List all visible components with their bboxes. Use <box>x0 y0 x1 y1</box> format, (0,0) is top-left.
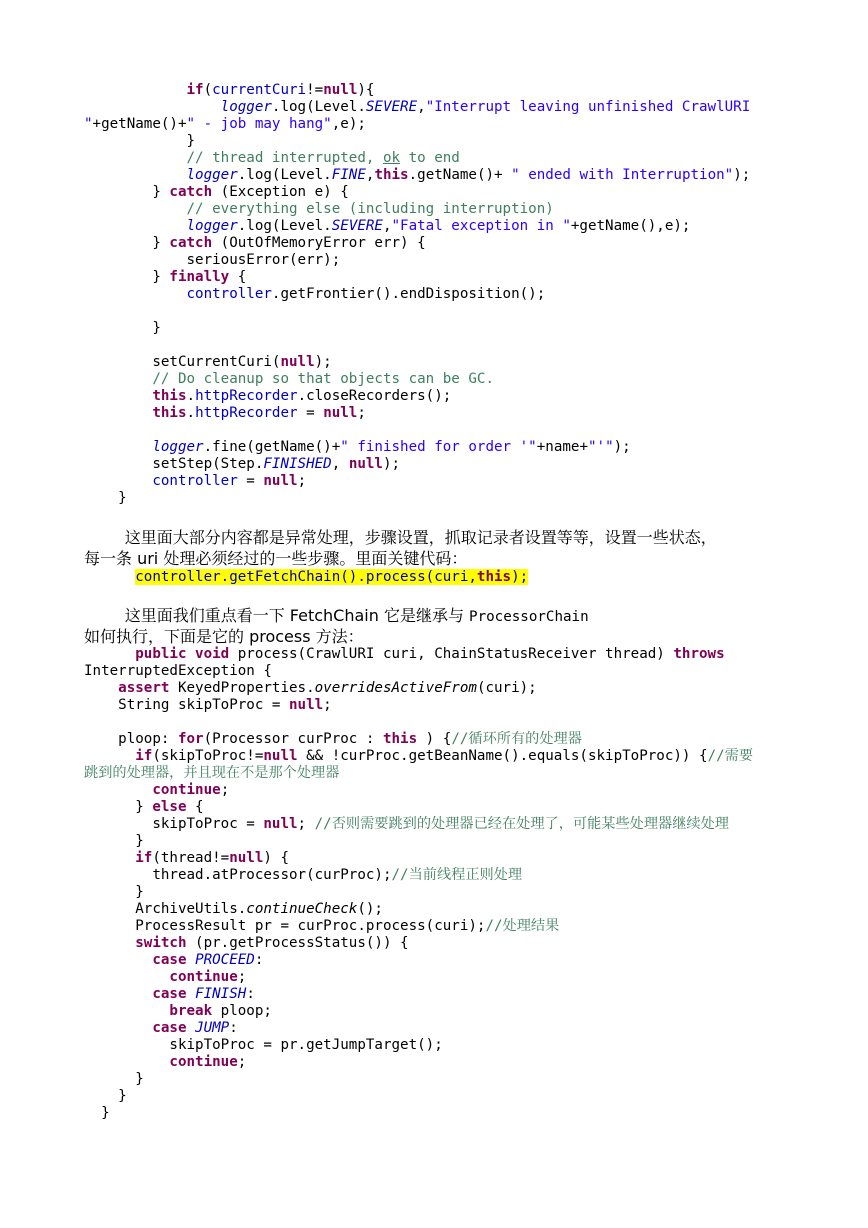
code-token: continue <box>169 1054 238 1070</box>
code-token <box>84 201 187 217</box>
code-line <box>84 697 753 714</box>
code-line <box>84 218 750 235</box>
code-token <box>84 986 152 1002</box>
code-token: } <box>84 269 170 285</box>
code-token: this <box>476 569 512 585</box>
code-token <box>84 150 187 166</box>
code-token: { <box>229 269 247 285</box>
code-token: , <box>382 218 392 234</box>
code-token: null <box>323 82 358 98</box>
code-token <box>84 952 152 968</box>
code-token: , <box>331 456 349 472</box>
code-line <box>84 935 753 952</box>
code-line <box>84 150 750 167</box>
code-token: //否则需要跳到的处理器已经在处理了，可能某些处理器继续处理 <box>314 816 729 832</box>
code-token: seriousError(err); <box>84 252 341 268</box>
code-line <box>84 816 753 833</box>
code-line <box>84 731 753 748</box>
code-token: catch <box>169 184 213 200</box>
code-token: currentCuri <box>212 82 307 98</box>
code-token: } <box>84 884 144 900</box>
code-token: else <box>152 799 187 815</box>
code-token: ){ <box>357 82 375 98</box>
code-token: ArchiveUtils. <box>84 901 247 917</box>
code-token: : <box>246 986 255 1002</box>
code-token: .log(Level. <box>237 167 332 183</box>
code-line <box>84 201 750 218</box>
code-token: for <box>177 731 204 747</box>
code-token: logger <box>186 167 238 183</box>
code-token: ; <box>357 405 366 421</box>
code-line <box>84 799 753 816</box>
code-token: logger <box>186 218 238 234</box>
code-line <box>84 748 753 765</box>
code-token: logger <box>152 439 204 455</box>
code-token: //当前线程正则处理 <box>391 867 523 883</box>
key-code-highlight <box>135 569 528 585</box>
code-line <box>84 867 753 884</box>
code-line <box>84 782 753 799</box>
code-token: , <box>365 167 375 183</box>
code-line <box>84 320 750 337</box>
code-token: ProcessResult pr = curProc.process(curi); <box>84 918 486 934</box>
code-token: .closeRecorders(); <box>297 388 452 404</box>
code-token <box>84 680 118 696</box>
code-block-process-method <box>84 646 753 1122</box>
code-token: 跳到的处理器，并且现在不是那个处理器 <box>84 765 340 781</box>
code-token: +getName(),e); <box>570 218 691 234</box>
code-token: } <box>84 235 170 251</box>
code-token: (skipToProc!= <box>152 748 264 764</box>
code-token <box>84 748 135 764</box>
paragraph-1-line-1: 这里面大部分内容都是异常处理，步骤设置，抓取记录者设置等等，设置一些状态， <box>84 528 717 547</box>
code-token: "'" <box>587 439 614 455</box>
code-token: } <box>84 133 196 149</box>
code-token: ; <box>220 782 230 798</box>
code-token: case <box>152 1020 187 1036</box>
code-token: SEVERE <box>331 218 383 234</box>
code-line <box>84 269 750 286</box>
code-line <box>84 952 753 969</box>
code-token: ,e); <box>331 116 366 132</box>
code-block-run-loop <box>84 82 750 507</box>
code-token: InterruptedException { <box>84 663 272 679</box>
code-token: (pr.getProcessStatus()) { <box>186 935 409 951</box>
code-line <box>84 714 753 731</box>
code-token: } <box>84 184 170 200</box>
code-token: KeyedProperties. <box>169 680 315 696</box>
code-token <box>84 371 152 387</box>
code-line <box>84 286 750 303</box>
code-token: } <box>84 799 153 815</box>
code-token: assert <box>118 680 170 696</box>
code-token: . <box>186 405 196 421</box>
code-token: catch <box>169 235 213 251</box>
code-line <box>84 473 750 490</box>
code-token: controller.getFetchChain().process(curi, <box>135 569 477 585</box>
code-token: ); <box>382 456 401 472</box>
code-token: null <box>263 816 298 832</box>
code-token <box>84 1003 169 1019</box>
code-line <box>84 918 753 935</box>
code-line <box>84 388 750 405</box>
paragraph-2-text: 这里面我们重点看一下 FetchChain 它是继承与 <box>84 606 470 625</box>
code-token <box>84 99 221 115</box>
code-line <box>84 99 750 116</box>
code-token: break <box>169 1003 213 1019</box>
code-token: skipToProc = <box>84 816 264 832</box>
code-line <box>84 1071 753 1088</box>
code-token: ok <box>382 150 401 166</box>
code-token: ); <box>314 354 332 370</box>
code-token: ); <box>511 569 529 585</box>
code-token: if <box>186 82 204 98</box>
code-line <box>84 82 750 99</box>
code-token: thread.atProcessor(curProc); <box>84 867 392 883</box>
code-token: "Interrupt leaving unfinished CrawlURI <box>425 99 751 115</box>
paragraph-2-line-1 <box>84 605 589 628</box>
code-token: null <box>263 473 298 489</box>
code-token <box>84 1054 169 1070</box>
code-token <box>84 388 152 404</box>
code-line <box>84 456 750 473</box>
code-token: throws <box>673 646 725 662</box>
code-token: .log(Level. <box>271 99 366 115</box>
code-line <box>84 901 753 918</box>
code-token: : <box>229 1020 238 1036</box>
code-line <box>84 646 753 663</box>
key-code-line <box>84 569 528 586</box>
code-token <box>84 82 187 98</box>
code-token: .log(Level. <box>237 218 332 234</box>
processor-chain-term: ProcessorChain <box>469 609 589 625</box>
code-token: logger <box>220 99 272 115</box>
code-token <box>84 439 152 455</box>
code-token: != <box>306 82 324 98</box>
code-token: null <box>323 405 358 421</box>
code-token <box>187 1020 196 1036</box>
code-token: this <box>152 405 187 421</box>
code-token: ); <box>733 167 751 183</box>
code-token: " finished for order '" <box>340 439 537 455</box>
code-line <box>84 1020 753 1037</box>
code-token: void <box>195 646 230 662</box>
code-token: "Fatal exception in " <box>391 218 571 234</box>
code-token: .getName()+ <box>408 167 512 183</box>
code-token: finally <box>169 269 230 285</box>
code-token: overridesActiveFrom <box>314 680 477 696</box>
paragraph-1-line-2: 每一条 uri 处理必须经过的一些步骤。里面关键代码： <box>84 549 468 568</box>
code-token: // everything else (including interruption) <box>186 201 554 217</box>
code-token: && !curProc.getBeanName().equals(skipToProc)) { <box>297 748 708 764</box>
code-token: " - job may hang" <box>186 116 332 132</box>
code-token: ) { <box>417 731 452 747</box>
code-token <box>84 405 152 421</box>
code-token: . <box>186 388 196 404</box>
code-line <box>84 422 750 439</box>
code-token: .fine(getName()+ <box>203 439 341 455</box>
code-token: (curi); <box>476 680 537 696</box>
code-token: if <box>135 748 153 764</box>
code-token: // thread interrupted, <box>186 150 383 166</box>
code-token: case <box>152 986 187 1002</box>
code-line <box>84 1054 753 1071</box>
code-token: ( <box>203 82 213 98</box>
code-line <box>84 252 750 269</box>
code-token: ; <box>297 816 315 832</box>
code-token: } <box>84 1071 144 1087</box>
code-token: controller <box>186 286 272 302</box>
code-token <box>84 286 187 302</box>
code-token: : <box>254 952 264 968</box>
code-line <box>84 969 753 986</box>
code-token: PROCEED <box>195 952 255 968</box>
code-token: to end <box>400 150 460 166</box>
code-line <box>84 1037 753 1054</box>
code-line <box>84 1088 753 1105</box>
code-token: null <box>229 850 264 866</box>
code-token: } <box>84 1088 127 1104</box>
code-token: = <box>297 405 324 421</box>
code-token: ; <box>237 969 247 985</box>
code-line <box>84 439 750 456</box>
code-token <box>84 646 135 662</box>
code-line <box>84 184 750 201</box>
code-line <box>84 765 753 782</box>
code-token: (Exception e) { <box>212 184 349 200</box>
code-line <box>84 354 750 371</box>
code-token: switch <box>135 935 187 951</box>
code-token: = <box>237 473 264 489</box>
code-token: public <box>135 646 187 662</box>
code-token: //循环所有的处理器 <box>451 731 582 747</box>
code-token: controller <box>152 473 238 489</box>
code-token: ploop; <box>212 1003 272 1019</box>
code-token <box>187 952 196 968</box>
code-token: FINE <box>331 167 366 183</box>
code-token: ); <box>613 439 631 455</box>
code-token: httpRecorder <box>195 388 298 404</box>
code-token: setCurrentCuri( <box>84 354 281 370</box>
code-token: JUMP <box>195 1020 230 1036</box>
code-token: String skipToProc = <box>84 697 289 713</box>
code-token: case <box>152 952 187 968</box>
code-token: skipToProc = pr.getJumpTarget(); <box>84 1037 443 1053</box>
code-token: +name+ <box>536 439 588 455</box>
code-token <box>84 167 187 183</box>
code-token: setStep(Step. <box>84 456 264 472</box>
code-token: continue <box>169 969 238 985</box>
code-line <box>84 833 753 850</box>
code-token: " <box>84 116 93 132</box>
code-token: //需要 <box>707 748 754 764</box>
code-line <box>84 680 753 697</box>
code-token <box>84 969 169 985</box>
code-token: { <box>186 799 204 815</box>
paragraph-2-line-2: 如何执行，下面是它的 process 方法： <box>84 627 364 646</box>
code-token: } <box>84 833 144 849</box>
code-line <box>84 235 750 252</box>
code-line <box>84 133 750 150</box>
code-token: FINISH <box>195 986 247 1002</box>
code-token: (); <box>357 901 383 917</box>
code-token <box>84 935 135 951</box>
code-token <box>84 1020 152 1036</box>
code-token <box>84 218 187 234</box>
code-token: // Do cleanup so that objects can be GC. <box>152 371 495 387</box>
code-line <box>84 1105 753 1122</box>
code-token <box>84 782 152 798</box>
code-token: this <box>382 731 418 747</box>
code-token <box>187 986 196 1002</box>
code-token: httpRecorder <box>195 405 298 421</box>
code-line <box>84 986 753 1003</box>
code-token: continue <box>152 782 221 798</box>
code-token: , <box>417 99 426 115</box>
code-token: (OutOfMemoryError err) { <box>212 235 426 251</box>
code-line <box>84 371 750 388</box>
code-token: ; <box>323 697 332 713</box>
code-token: } <box>84 320 161 336</box>
code-token: FINISHED <box>263 456 332 472</box>
code-token: //处理结果 <box>485 918 560 934</box>
code-line <box>84 303 750 320</box>
code-line <box>84 167 750 184</box>
code-token <box>187 646 196 662</box>
code-line <box>84 490 750 507</box>
code-token: " ended with Interruption" <box>511 167 734 183</box>
code-token: (Processor curProc : <box>203 731 383 747</box>
code-line <box>84 1003 753 1020</box>
code-token: if <box>135 850 153 866</box>
code-token: null <box>348 456 383 472</box>
code-token: } <box>84 490 127 506</box>
code-token: } <box>84 1105 110 1121</box>
code-token: ; <box>237 1054 247 1070</box>
code-token: +getName()+ <box>92 116 187 132</box>
code-token: this <box>152 388 187 404</box>
code-token: null <box>289 697 324 713</box>
code-line <box>84 850 753 867</box>
code-line <box>84 337 750 354</box>
code-line <box>84 405 750 422</box>
code-line <box>84 663 753 680</box>
code-token: ) { <box>263 850 290 866</box>
code-token: ploop: <box>84 731 178 747</box>
code-token: ; <box>297 473 307 489</box>
code-token <box>84 850 135 866</box>
code-token: continueCheck <box>246 901 358 917</box>
code-line <box>84 116 750 133</box>
code-line <box>84 884 753 901</box>
code-token: .getFrontier().endDisposition(); <box>271 286 546 302</box>
code-token: (thread!= <box>152 850 230 866</box>
code-token: this <box>374 167 409 183</box>
code-token: process(CrawlURI curi, ChainStatusReceiver thread) <box>229 646 674 662</box>
code-token: null <box>263 748 298 764</box>
code-token: SEVERE <box>365 99 418 115</box>
code-token <box>84 473 152 489</box>
code-token: null <box>280 354 315 370</box>
